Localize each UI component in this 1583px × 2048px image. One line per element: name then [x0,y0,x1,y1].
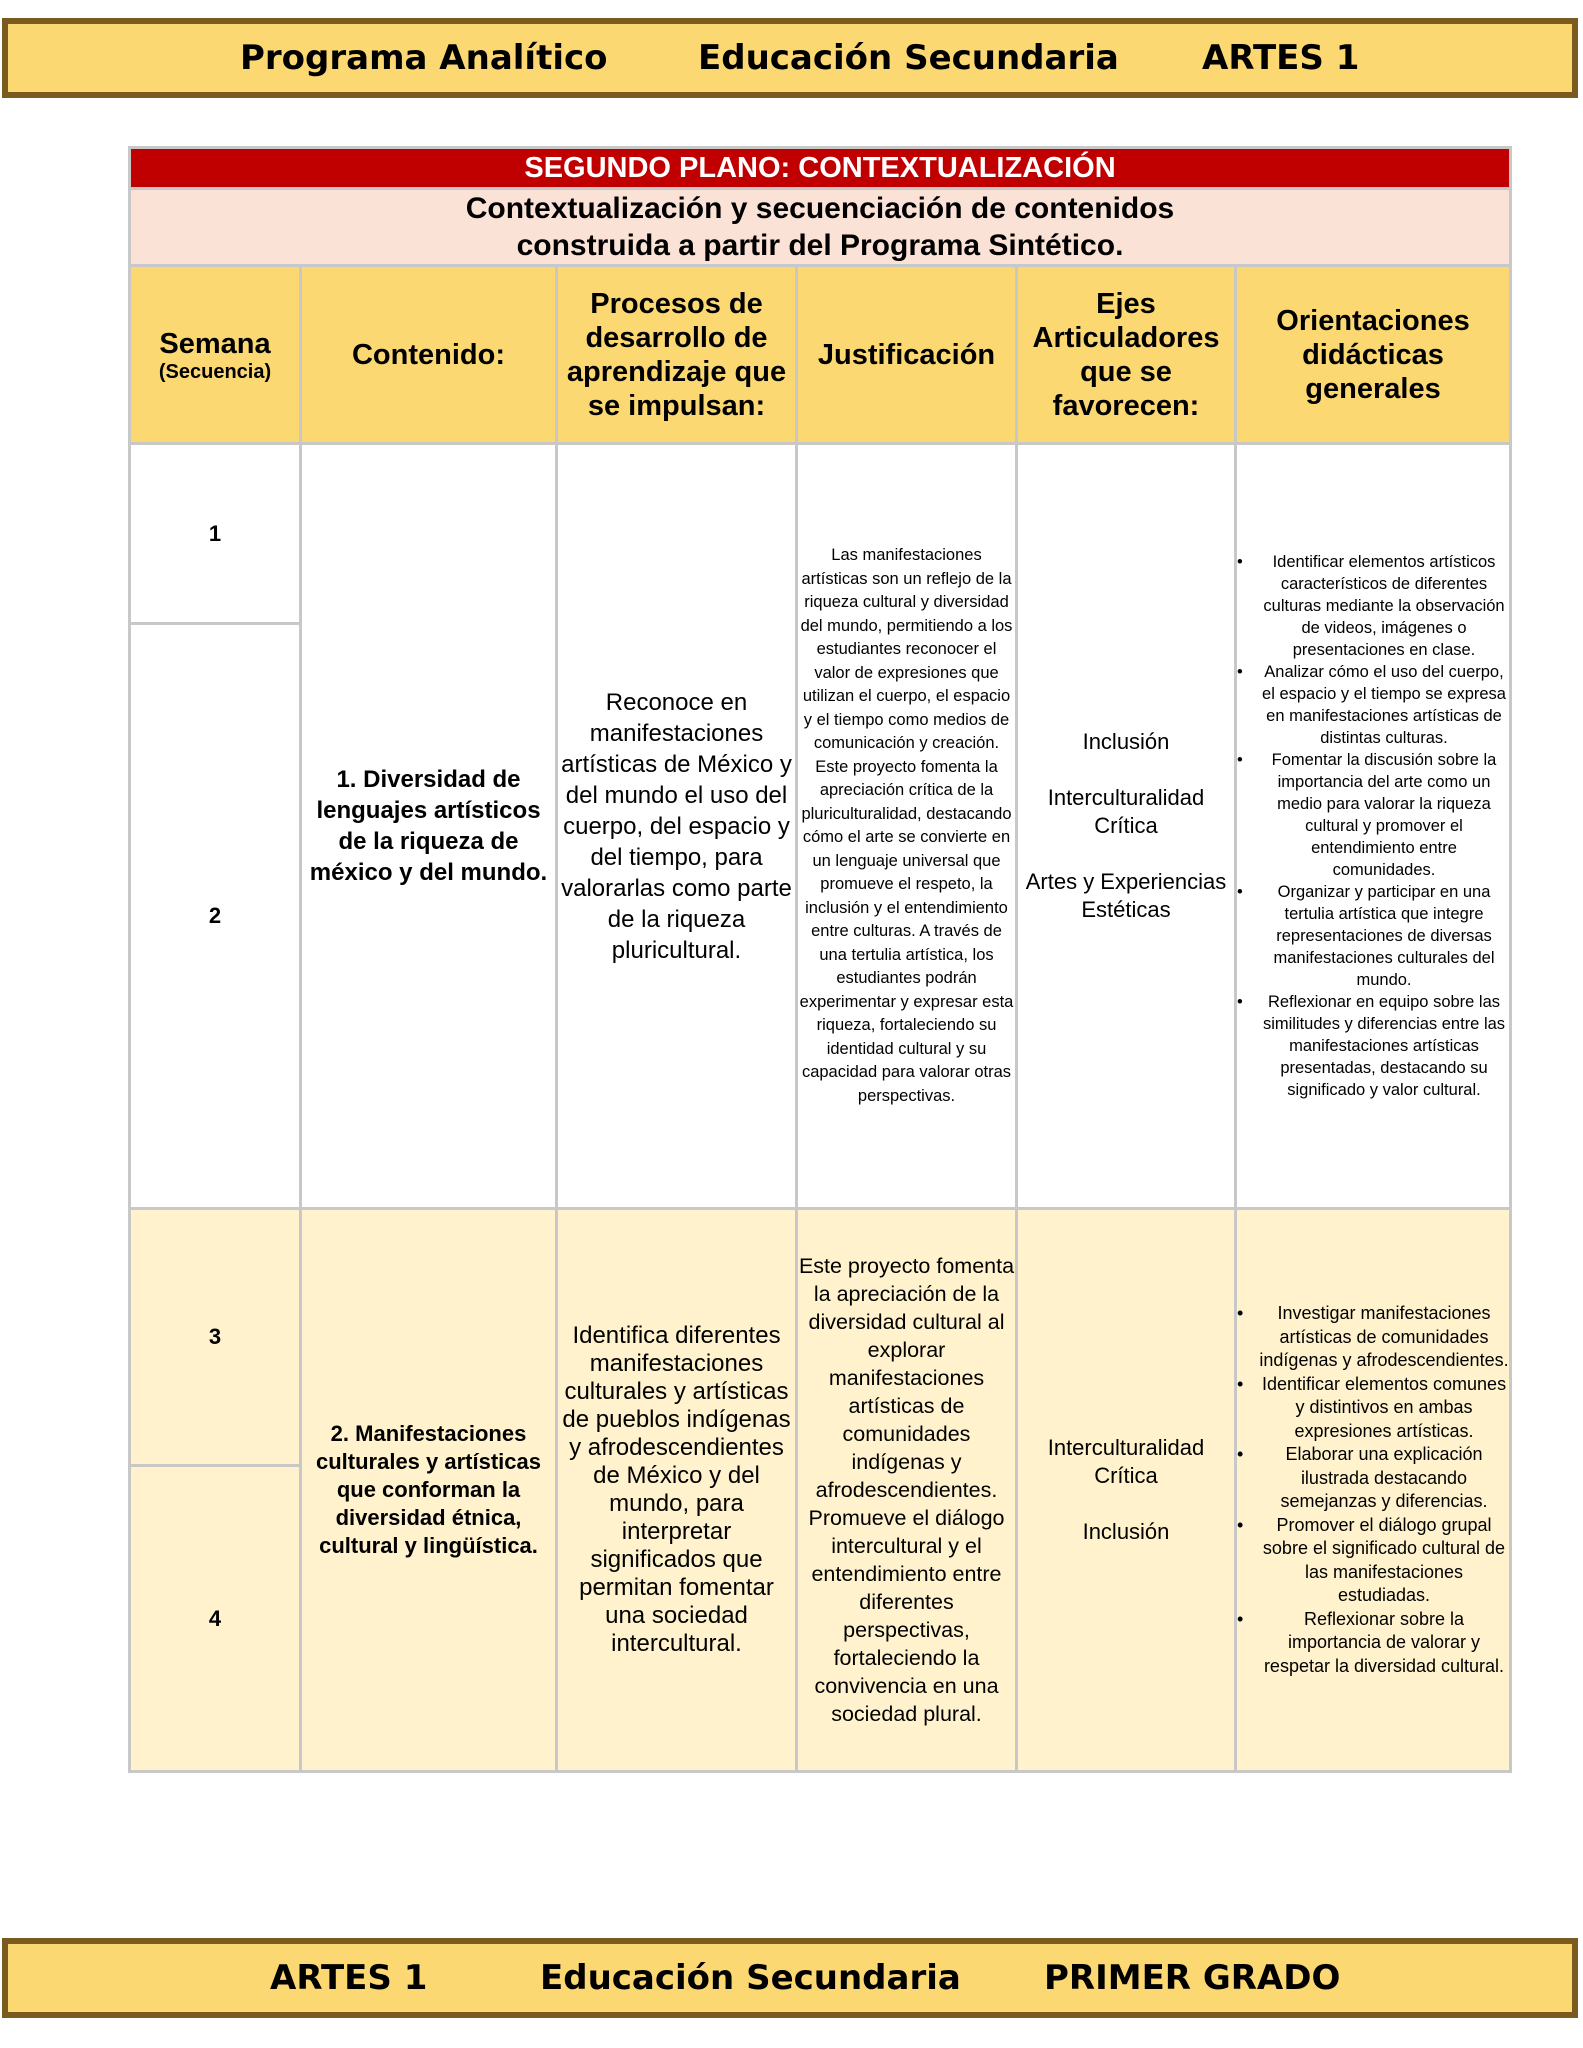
subtitle-line-1: Contextualización y secuenciación de contenidos [465,192,1175,225]
list-item: • Fomentar la discusión sobre la importancia del arte como un medio para valorar la riqueza cultural y promover el entendimiento entre comunidades. [1237,749,1509,881]
list-item: • Identificar elementos comunes y distintivos en ambas expresiones artísticas. [1237,1373,1509,1444]
week-cell: 2 [130,624,301,1209]
axis-item: Interculturalidad Crítica [1047,1435,1205,1488]
axis-item: Inclusión [1082,1519,1170,1544]
header-program-title: Programa Analítico [240,38,608,78]
header-band [2,18,1578,98]
header-semana-label: Semana [159,327,271,360]
header-orientaciones: Orientaciones didácticas generales [1236,266,1511,444]
header-contenido: Contenido: [301,266,557,444]
list-item: • Reflexionar en equipo sobre las similitudes y diferencias entre las manifestaciones artísticas presentadas, destacando su significado y valor cultural. [1237,991,1509,1101]
orientations-list [1237,1302,1509,1678]
week-cell: 1 [130,444,301,624]
axis-item: Inclusión [1082,729,1170,754]
orientations-cell [1236,444,1511,1209]
list-item: • Analizar cómo el uso del cuerpo, el espacio y el tiempo se expresa en manifestaciones artísticas de distintas culturas. [1237,661,1509,749]
list-item: • Identificar elementos artísticos característicos de diferentes culturas mediante la observación de videos, imágenes o presentaciones en clase. [1237,551,1509,661]
subtitle-line-2: construida a partir del Programa Sintético. [516,229,1124,262]
axes-cell [1017,444,1236,1209]
process-cell: Identifica diferentes manifestaciones culturales y artísticas de pueblos indígenas y afrodescendientes de México y del mundo, para interpretar significados que permitan fomentar una sociedad intercultural. [557,1209,797,1772]
content-cell: 2. Manifestaciones culturales y artísticas que conforman la diversidad étnica, cultural y lingüística. [301,1209,557,1772]
header-subject: ARTES 1 [1202,38,1360,78]
list-item: • Elaborar una explicación ilustrada destacando semejanzas y diferencias. [1237,1443,1509,1514]
orientations-list [1237,551,1509,1101]
axis-item: Interculturalidad Crítica [1047,785,1205,838]
header-semana-sub: (Secuencia) [158,360,272,383]
list-item: • Organizar y participar en una tertulia artística que integre representaciones de diversas manifestaciones culturales del mundo. [1237,881,1509,991]
table-title: SEGUNDO PLANO: CONTEXTUALIZACIÓN [130,148,1511,189]
axes-cell [1017,1209,1236,1772]
list-item: • Investigar manifestaciones artísticas de comunidades indígenas y afrodescendientes. [1237,1302,1509,1373]
list-item: • Promover el diálogo grupal sobre el significado cultural de las manifestaciones estudiadas. [1237,1514,1509,1608]
list-item: • Reflexionar sobre la importancia de valorar y respetar la diversidad cultural. [1237,1608,1509,1679]
footer-level: Educación Secundaria [540,1958,961,1998]
table-subtitle [130,189,1511,266]
process-cell: Reconoce en manifestaciones artísticas de México y del mundo el uso del cuerpo, del espacio y del tiempo, para valorarlas como parte de la riqueza pluricultural. [557,444,797,1209]
justification-cell: Las manifestaciones artísticas son un reflejo de la riqueza cultural y diversidad del mundo, permitiendo a los estudiantes reconocer el valor de expresiones que utilizan el cuerpo, el espacio y el tiempo como medios de comunicación y creación. Este proyecto fomenta la apreciación crítica de la pluriculturalidad, destacando cómo el arte se convierte en un lenguaje universal que promueve el respeto, la inclusión y el entendimiento entre culturas. A través de una tertulia artística, los estudiantes podrán experimentar y expresar esta riqueza, fortaleciendo su identidad cultural y su capacidad para valorar otras perspectivas. [797,444,1017,1209]
axis-item: Artes y Experiencias Estéticas [1025,869,1227,922]
orientations-cell [1236,1209,1511,1772]
header-ejes: Ejes Articuladores que se favorecen: [1017,266,1236,444]
header-level: Educación Secundaria [698,38,1119,78]
week-cell: 3 [130,1209,301,1466]
header-justificacion: Justificación [797,266,1017,444]
header-semana [130,266,301,444]
content-cell: 1. Diversidad de lenguajes artísticos de la riqueza de méxico y del mundo. [301,444,557,1209]
footer-grade: PRIMER GRADO [1044,1958,1341,1998]
contextualization-table [128,146,1512,1773]
footer-subject: ARTES 1 [270,1958,428,1998]
footer-band [2,1938,1578,2018]
header-procesos: Procesos de desarrollo de aprendizaje que se impulsan: [557,266,797,444]
justification-cell: Este proyecto fomenta la apreciación de la diversidad cultural al explorar manifestaciones artísticas de comunidades indígenas y afrodescendientes. Promueve el diálogo intercultural y el entendimiento entre diferentes perspectivas, fortaleciendo la convivencia en una sociedad plural. [797,1209,1017,1772]
week-cell: 4 [130,1466,301,1772]
